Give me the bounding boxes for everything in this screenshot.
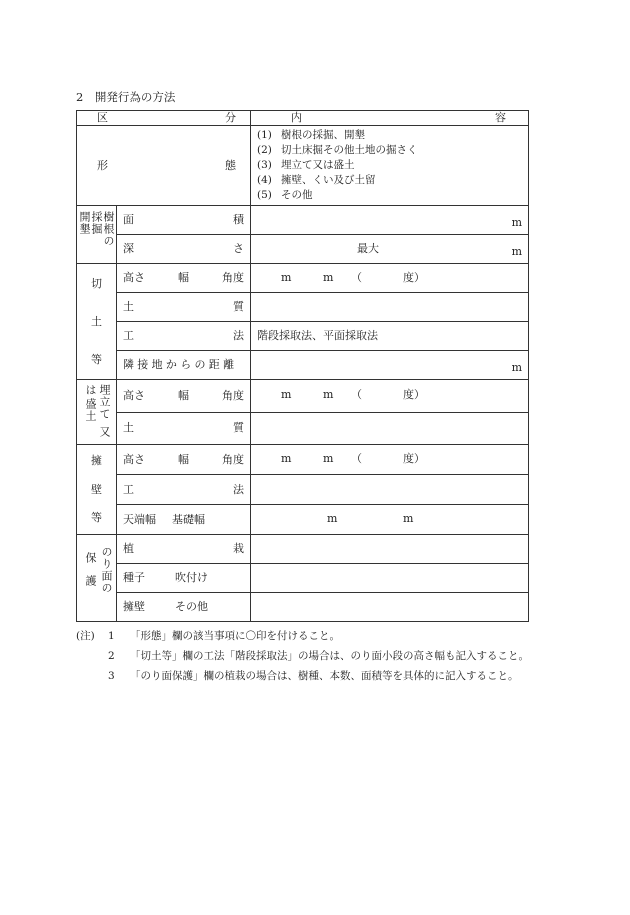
g1-depth-unit: m [511, 245, 522, 258]
g4-height-label: 高さ 幅 角度 [117, 445, 251, 475]
notes [76, 626, 536, 686]
notes-tag: (注) [76, 630, 95, 642]
g5-wall-value[interactable] [251, 593, 529, 622]
g2-soil-label: 土 質 [117, 293, 251, 322]
form-item[interactable]: (5) その他 [257, 189, 313, 202]
header-content-a: 内 [291, 111, 302, 124]
g1-row-depth [77, 235, 529, 264]
header-row [77, 111, 529, 126]
g4-row-width [77, 505, 529, 535]
g5-row-wall [77, 593, 529, 622]
g2-method-value[interactable]: 階段採取法、平面採取法 [251, 322, 529, 351]
form-label-cell [77, 126, 251, 206]
g1-area-value[interactable] [251, 206, 529, 235]
g4-method-label: 工 法 [117, 475, 251, 505]
g2-row-height [77, 264, 529, 293]
g1-area-label: 面 積 [117, 206, 251, 235]
g1-area-unit: m [511, 216, 522, 229]
g4-height-value[interactable]: m m （ 度） [251, 445, 529, 475]
g2-height-label: 高さ 幅 角度 [117, 264, 251, 293]
g3-row-height [77, 380, 529, 413]
g3-height-label: 高さ 幅 角度 [117, 380, 251, 413]
g4-width-value[interactable]: m m [251, 505, 529, 535]
g2-row-distance [77, 351, 529, 380]
g1-depth-label: 深 さ [117, 235, 251, 264]
form-items-cell[interactable] [251, 126, 529, 206]
g5-wall-label: 擁壁 その他 [117, 593, 251, 622]
g1-depth-max: 最大 [357, 242, 379, 256]
g3-height-value[interactable]: m m （ 度） [251, 380, 529, 413]
g1-label-col2: 採掘 [90, 210, 103, 235]
form-row [77, 126, 529, 206]
note-item: 2 「切土等」欄の工法「階段採取法」の場合は、のり面小段の高さ幅も記入すること。 [108, 650, 529, 662]
g1-depth-value[interactable] [251, 235, 529, 264]
g5-row-planting [77, 535, 529, 564]
form-label-a: 形 [97, 158, 108, 172]
g1-label-col3: 開墾 [78, 210, 91, 235]
form-item[interactable]: (2) 切土床掘その他土地の掘さく [257, 144, 418, 157]
g1-row-area [77, 206, 529, 235]
g2-height-value[interactable]: m m （ 度） [251, 264, 529, 293]
note-item: 3 「のり面保護」欄の植栽の場合は、樹種、本数、面積等を具体的に記入すること。 [108, 670, 519, 682]
g5-seed-value[interactable] [251, 564, 529, 593]
form-item[interactable]: (1) 樹根の採掘、開墾 [257, 129, 365, 142]
g2-method-label: 工 法 [117, 322, 251, 351]
g3-label: 埋立て は 盛土 又 [77, 380, 117, 445]
g1-label [77, 206, 117, 264]
g4-label: 擁 壁 等 [77, 445, 117, 535]
note-item: (注) 1 「形態」欄の該当事項に〇印を付けること。 [76, 626, 536, 646]
header-content [251, 111, 529, 126]
g5-planting-label: 植 栽 [117, 535, 251, 564]
section-title: 2 開発行為の方法 [76, 90, 176, 104]
header-content-b: 容 [495, 111, 506, 124]
g4-method-value[interactable] [251, 475, 529, 505]
g2-row-soil [77, 293, 529, 322]
g4-row-height [77, 445, 529, 475]
g2-label: 切 土 等 [77, 264, 117, 380]
header-category [77, 111, 251, 126]
header-category-b: 分 [225, 111, 236, 124]
form-item[interactable]: (4) 擁壁、くい及び土留 [257, 174, 376, 187]
header-category-a: 区 [97, 111, 108, 124]
g3-soil-label: 土 質 [117, 412, 251, 445]
g2-row-method [77, 322, 529, 351]
form-items-list [251, 128, 528, 203]
form-label-b: 態 [225, 158, 236, 172]
g2-distance-label: 隣接地からの距離 [117, 351, 251, 380]
g5-planting-value[interactable] [251, 535, 529, 564]
g5-seed-label: 種子 吹付け [117, 564, 251, 593]
g5-label: のり面の 保護 [77, 535, 117, 622]
g3-row-soil [77, 412, 529, 445]
g5-row-seed [77, 564, 529, 593]
g4-row-method [77, 475, 529, 505]
g3-soil-value[interactable] [251, 412, 529, 445]
development-method-table [76, 110, 529, 622]
g2-distance-value[interactable]: m [251, 351, 529, 380]
form-item[interactable]: (3) 埋立て又は盛土 [257, 159, 355, 172]
g1-label-col1: 樹根の [102, 210, 115, 247]
g2-soil-value[interactable] [251, 293, 529, 322]
g4-width-label: 天端幅 基礎幅 [117, 505, 251, 535]
